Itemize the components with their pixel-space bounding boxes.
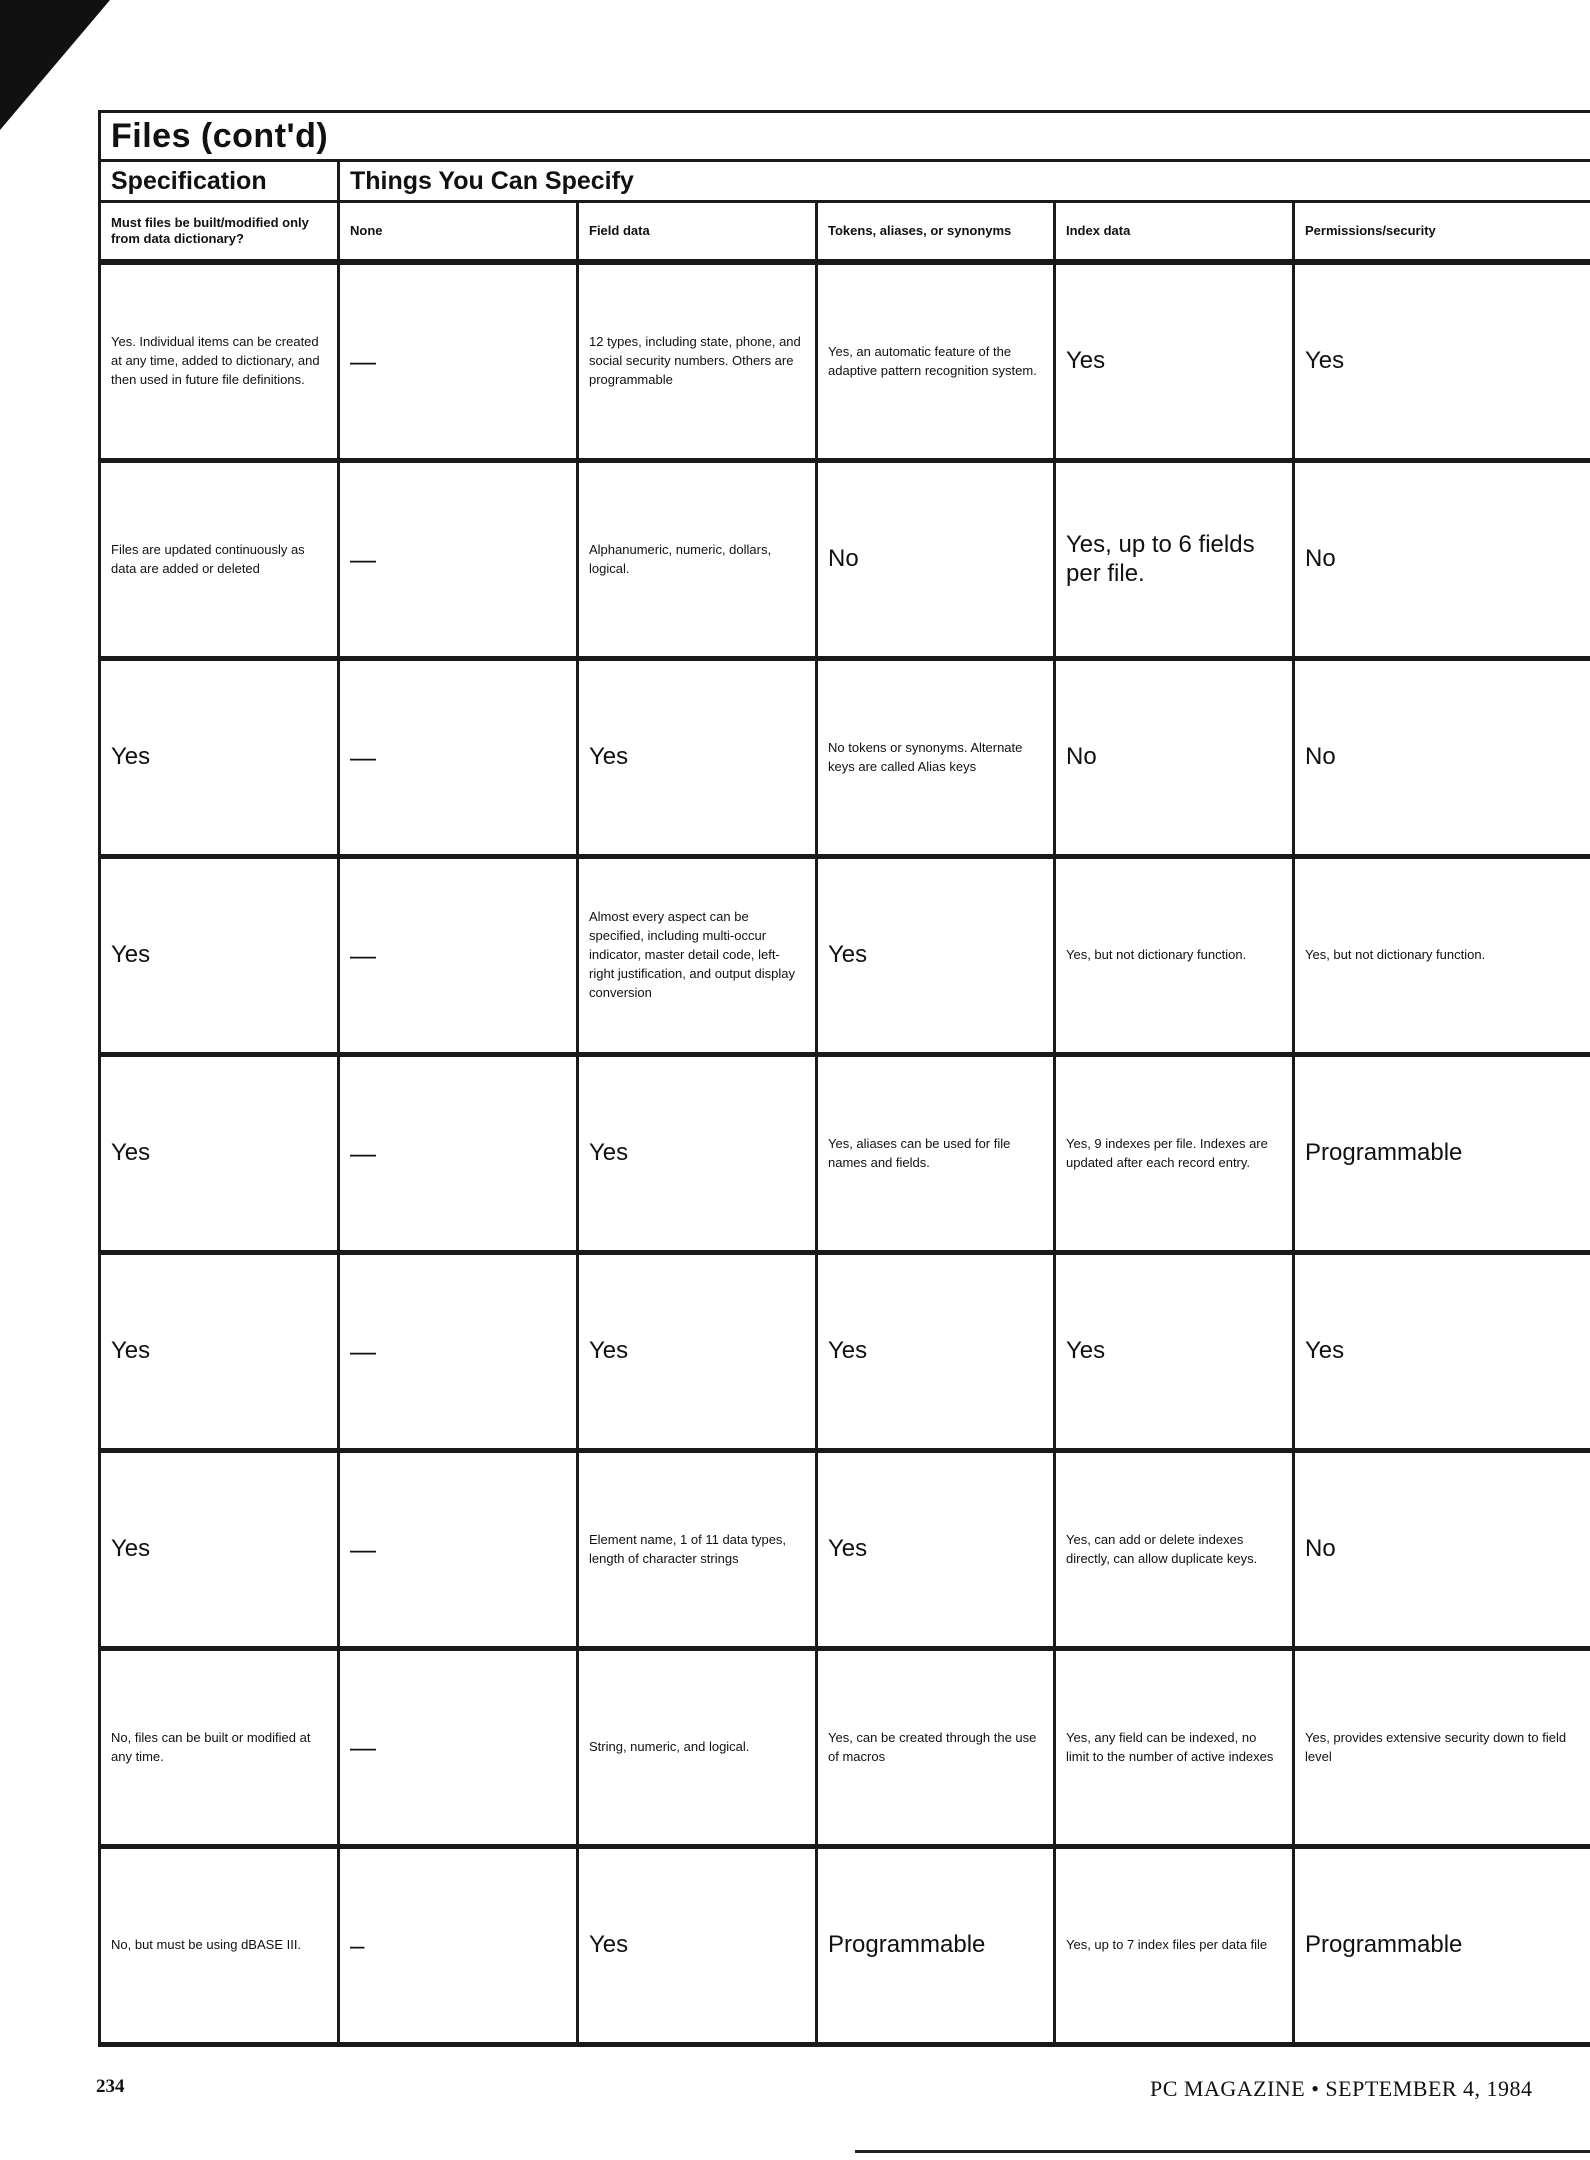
- table-row: [100, 461, 1590, 659]
- table-cell: —: [339, 1649, 578, 1847]
- table-cell: Yes: [1294, 262, 1590, 461]
- table-cell: –: [339, 1847, 578, 2045]
- table-cell: Almost every aspect can be specified, including multi-occur indicator, master detail code, left-right justification, and output display conversion: [578, 857, 817, 1055]
- page-number: 234: [96, 2076, 125, 2097]
- specification-header: Specification: [100, 161, 339, 202]
- column-header: Index data: [1055, 202, 1294, 263]
- table-row: [100, 1451, 1590, 1649]
- files-comparison-table: [98, 110, 1590, 2047]
- column-header: Permissions/security: [1294, 202, 1590, 263]
- table-cell: Yes: [100, 1055, 339, 1253]
- table-cell: Yes, 9 indexes per file. Indexes are updated after each record entry.: [1055, 1055, 1294, 1253]
- table-cell: Yes, any field can be indexed, no limit to the number of active indexes: [1055, 1649, 1294, 1847]
- table-cell: Yes, an automatic feature of the adaptive pattern recognition system.: [817, 262, 1055, 461]
- table-cell: Yes, aliases can be used for file names and fields.: [817, 1055, 1055, 1253]
- table-row: [100, 1847, 1590, 2045]
- table-cell: Yes, but not dictionary function.: [1055, 857, 1294, 1055]
- table-cell: Yes, can be created through the use of macros: [817, 1649, 1055, 1847]
- table-cell: Yes, up to 7 index files per data file: [1055, 1847, 1294, 2045]
- table-row: [100, 1649, 1590, 1847]
- table-cell: —: [339, 461, 578, 659]
- table-cell: Yes: [817, 1451, 1055, 1649]
- table-cell: Programmable: [817, 1847, 1055, 2045]
- table-cell: No tokens or synonyms. Alternate keys are called Alias keys: [817, 659, 1055, 857]
- table-cell: Yes: [100, 1253, 339, 1451]
- table-cell: Yes: [817, 1253, 1055, 1451]
- table-cell: Yes: [1055, 1253, 1294, 1451]
- table-cell: Programmable: [1294, 1055, 1590, 1253]
- table-cell: Programmable: [1294, 1847, 1590, 2045]
- table-cell: No, but must be using dBASE III.: [100, 1847, 339, 2045]
- table-cell: —: [339, 1055, 578, 1253]
- column-header: Tokens, aliases, or synonyms: [817, 202, 1055, 263]
- table-cell: Yes, up to 6 fields per file.: [1055, 461, 1294, 659]
- table-cell: Yes: [1055, 262, 1294, 461]
- table-cell: —: [339, 659, 578, 857]
- table-cell: Yes: [1294, 1253, 1590, 1451]
- column-header: Must files be built/modified only from data dictionary?: [100, 202, 339, 263]
- table-cell: Element name, 1 of 11 data types, length of character strings: [578, 1451, 817, 1649]
- table-cell: Yes: [578, 1253, 817, 1451]
- table-cell: —: [339, 262, 578, 461]
- table-cell: No: [1294, 659, 1590, 857]
- table-cell: Alphanumeric, numeric, dollars, logical.: [578, 461, 817, 659]
- table-cell: Yes: [578, 1055, 817, 1253]
- table-cell: String, numeric, and logical.: [578, 1649, 817, 1847]
- table-cell: No: [1294, 461, 1590, 659]
- table-row: [100, 857, 1590, 1055]
- things-you-can-specify-header: Things You Can Specify: [339, 161, 1590, 202]
- table-cell: —: [339, 1253, 578, 1451]
- table-cell: No, files can be built or modified at any time.: [100, 1649, 339, 1847]
- files-table-container: [98, 110, 1590, 2047]
- table-cell: Yes: [100, 1451, 339, 1649]
- table-row: [100, 659, 1590, 857]
- table-row: [100, 1055, 1590, 1253]
- table-cell: Yes, can add or delete indexes directly, can allow duplicate keys.: [1055, 1451, 1294, 1649]
- table-cell: Yes: [817, 857, 1055, 1055]
- table-row: [100, 1253, 1590, 1451]
- bottom-rule: [855, 2150, 1590, 2153]
- table-cell: No: [817, 461, 1055, 659]
- table-cell: Yes: [578, 659, 817, 857]
- table-cell: Yes: [100, 857, 339, 1055]
- table-cell: Yes, provides extensive security down to field level: [1294, 1649, 1590, 1847]
- column-header: None: [339, 202, 578, 263]
- table-cell: —: [339, 1451, 578, 1649]
- table-row: [100, 262, 1590, 461]
- table-cell: Yes: [100, 659, 339, 857]
- column-header: Field data: [578, 202, 817, 263]
- table-cell: No: [1055, 659, 1294, 857]
- table-cell: Files are updated continuously as data are added or deleted: [100, 461, 339, 659]
- publication-footer: PC MAGAZINE • SEPTEMBER 4, 1984: [1150, 2076, 1533, 2101]
- table-cell: 12 types, including state, phone, and social security numbers. Others are programmable: [578, 262, 817, 461]
- table-cell: Yes, but not dictionary function.: [1294, 857, 1590, 1055]
- table-cell: Yes: [578, 1847, 817, 2045]
- table-title: Files (cont'd): [100, 112, 1590, 161]
- corner-mark: [0, 0, 110, 130]
- table-cell: No: [1294, 1451, 1590, 1649]
- table-cell: —: [339, 857, 578, 1055]
- table-cell: Yes. Individual items can be created at any time, added to dictionary, and then used in future file definitions.: [100, 262, 339, 461]
